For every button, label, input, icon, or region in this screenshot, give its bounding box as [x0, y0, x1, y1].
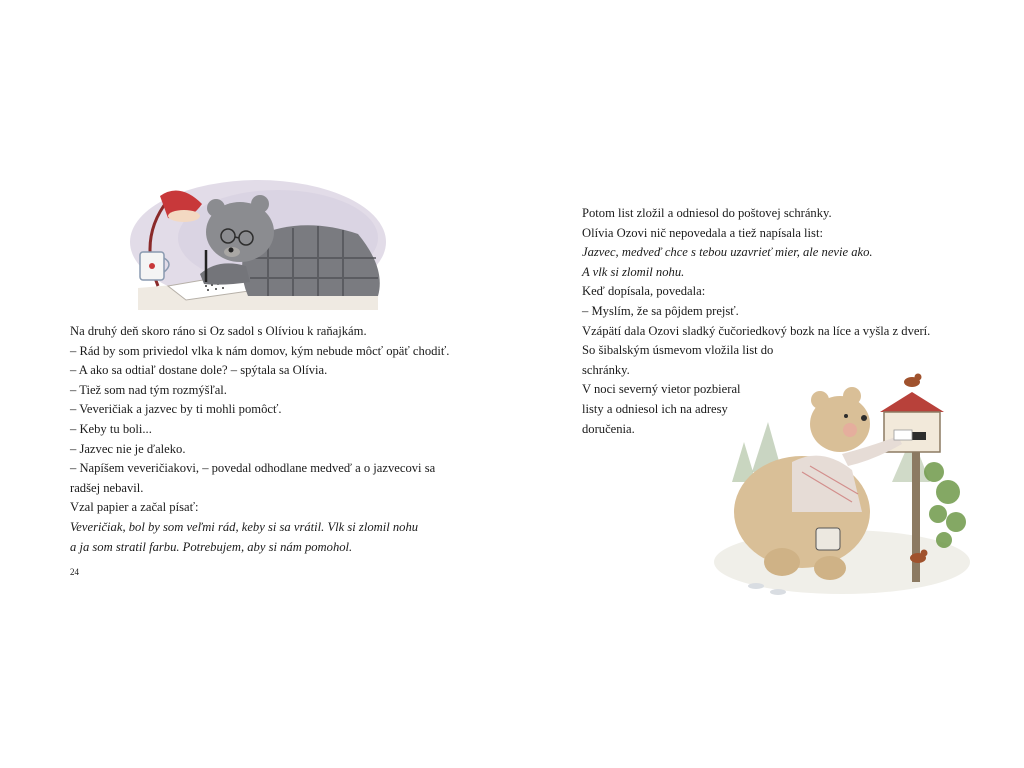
letter-text-line: Jazvec, medveď chce s tebou uzavrieť mier, ale nevie ako.	[582, 245, 873, 260]
text-line: – Napíšem veveričiakovi, – povedal odhodlane medveď a o jazvecovi sa	[70, 461, 436, 476]
text-line: listy a odniesol ich na adresy	[582, 401, 728, 416]
text-line: Potom list zložil a odniesol do poštovej schránky.	[582, 206, 832, 220]
text-line: – Veveričiak a jazvec by ti mohli pomôcť.	[70, 402, 282, 417]
text-line: – Keby tu boli...	[70, 421, 152, 436]
text-line: V noci severný vietor pozbieral	[582, 382, 741, 397]
text-line: Vzápätí dala Ozovi sladký čučoriedkový bozk na líce a vyšla z dverí.	[582, 323, 931, 338]
text-line: Olívia Ozovi nič nepovedala a tiež napísala list:	[582, 225, 823, 240]
right-page	[512, 0, 1024, 768]
text-line: So šibalským úsmevom vložila list do	[582, 343, 774, 358]
letter-text-line: A vlk si zlomil nohu.	[582, 264, 685, 279]
text-line: – Rád by som priviedol vlka k nám domov, kým nebude môcť opäť chodiť.	[70, 343, 450, 358]
text-line: – Tiež som nad tým rozmýšľal.	[70, 382, 227, 397]
right-page-text	[582, 204, 930, 439]
text-line: – Jazvec nie je ďaleko.	[70, 441, 186, 456]
text-line: schránky.	[582, 362, 630, 377]
text-line: Keď dopísala, povedala:	[582, 284, 706, 299]
text-line: – A ako sa odtiaľ dostane dole? – spýtala sa Olívia.	[70, 363, 328, 378]
text-line: Na druhý deň skoro ráno si Oz sadol s Olíviou k raňajkám.	[70, 324, 367, 338]
text-line: radšej nebavil.	[70, 480, 144, 495]
left-page-text	[70, 322, 449, 557]
letter-text-line: a ja som stratil farbu. Potrebujem, aby si nám pomohol.	[70, 539, 353, 554]
text-line: doručenia.	[582, 421, 635, 436]
text-line: Vzal papier a začal písať:	[70, 500, 199, 515]
text-line: – Myslím, že sa pôjdem prejsť.	[582, 303, 739, 318]
letter-text-line: Veveričiak, bol by som veľmi rád, keby si sa vrátil. Vlk si zlomil nohu	[70, 519, 419, 534]
page-number: 24	[70, 567, 79, 577]
bear-writing-illustration	[128, 178, 390, 310]
